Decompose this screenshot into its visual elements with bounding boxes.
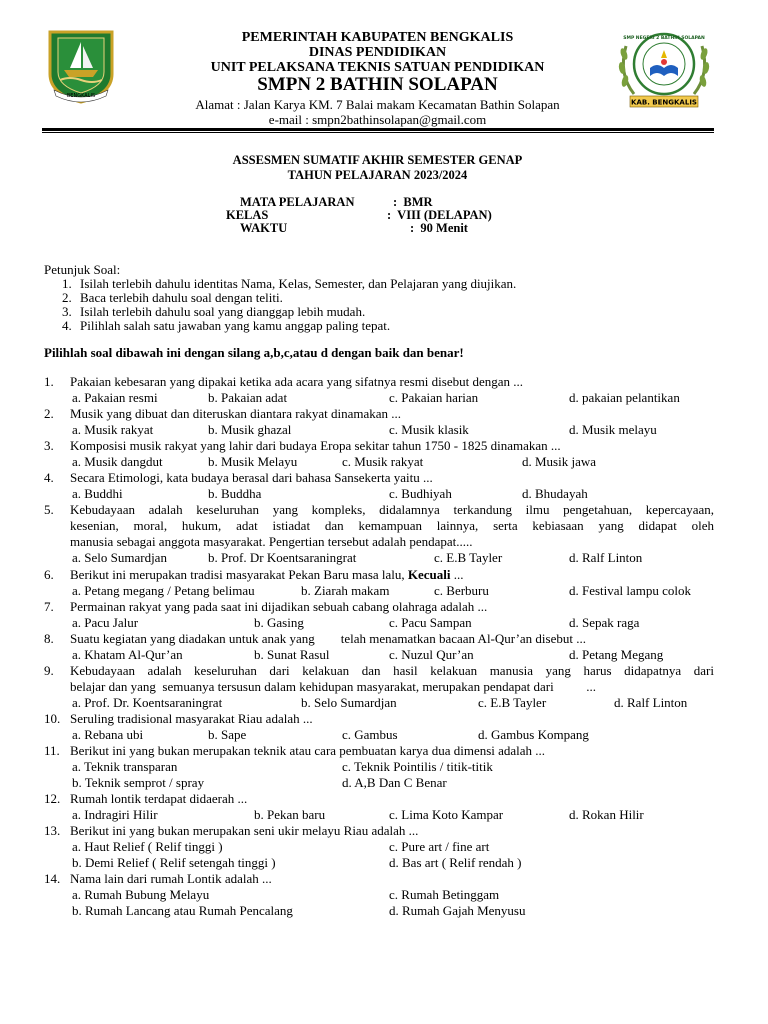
option-c[interactable]: c. Lima Koto Kampar [389,807,504,822]
option-d[interactable]: d. Bhudayah [522,486,588,501]
question-number: 7. [44,599,54,614]
question-number: 14. [44,871,61,886]
option-d[interactable]: d. Musik melayu [569,422,657,437]
option-a[interactable]: a. Prof. Dr. Koentsaraningrat [72,695,223,710]
option-a[interactable]: a. Pakaian resmi [72,390,158,405]
govt-line: PEMERINTAH KABUPATEN BENGKALIS [241,30,514,45]
question-text: Kebudayaan adalah keseluruhan yang kompleks, didalamnya terkandung ilmu pengetahuan, kepercayaan, [70,502,714,517]
question-text: Komposisi musik rakyat yang lahir dari budaya Eropa sekitar tahun 1750 - 1825 dinamakan ... [70,438,561,453]
option-c[interactable]: c. E.B Tayler [478,695,547,710]
option-d[interactable]: d. Festival lampu colok [569,583,692,598]
option-b[interactable]: b. Sape [208,727,247,742]
question-text: Nama lain dari rumah Lontik adalah ... [70,871,272,886]
question-number: 11. [44,743,60,758]
question-number: 6. [44,567,54,582]
option-b[interactable]: b. Prof. Dr Koentsaraningrat [208,550,357,565]
right-logo-text: SMP NEGERI 2 BATHIN SOLAPAN [623,36,705,41]
option-d[interactable]: d. Rokan Hilir [569,807,644,822]
instruction-item: 2. Baca terlebih dahulu soal dengan teliti. [62,290,283,305]
question-number: 10. [44,711,61,726]
option-c[interactable]: c. Budhiyah [389,486,452,501]
left-logo-banner: BENGKALIS [66,93,96,99]
subject-label: MATA PELAJARAN [240,195,355,209]
school-emblem-icon [612,24,716,112]
question-text: Permainan rakyat yang pada saat ini dijadikan sebuah cabang olahraga adalah ... [70,599,488,614]
option-c[interactable]: c. Rumah Betinggam [389,887,500,902]
question-number: 2. [44,406,54,421]
option-b[interactable]: b. Pakaian adat [208,390,288,405]
option-b[interactable]: b. Buddha [208,486,262,501]
option-b[interactable]: b. Gasing [254,615,304,630]
option-b[interactable]: b. Musik Melayu [208,454,298,469]
option-d[interactable]: d. Gambus Kompang [478,727,589,742]
question-number: 13. [44,823,61,838]
question-text: kesenian, moral, hukum, adat istiadat dan kemampuan lainnya, serta kebiasaan yang didapat oleh [70,518,714,533]
instruction-item: 1. Isilah terlebih dahulu identitas Nama, Kelas, Semester, dan Pelajaran yang diujikan. [62,276,517,291]
question-emphasis: Kecuali [407,567,451,582]
option-d[interactable]: d. pakaian pelantikan [569,390,680,405]
option-a[interactable]: a. Teknik transparan [72,759,178,774]
option-c[interactable]: c. Teknik Pointilis / titik-titik [342,759,493,774]
header-divider-thin [42,132,714,133]
question-text: Seruling tradisional masyarakat Riau adalah ... [70,711,313,726]
option-b[interactable]: b. Demi Relief ( Relif setengah tinggi ) [72,855,276,870]
option-b[interactable]: b. Teknik semprot / spray [72,775,205,790]
answer-directive: Pilihlah soal dibawah ini dengan silang a,b,c,atau d dengan baik dan benar! [44,345,464,360]
unit-line: UNIT PELAKSANA TEKNIS SATUAN PENDIDIKAN [210,60,545,75]
question-text: belajar dan yang semuanya tersusun dalam kehidupan masyarakat, merupakan pendapat dari ... [70,679,596,694]
option-b[interactable]: b. Sunat Rasul [254,647,330,662]
option-b[interactable]: b. Rumah Lancang atau Rumah Pencalang [72,903,293,918]
right-logo-banner: KAB. BENGKALIS [631,98,697,107]
class-value: : VIII (DELAPAN) [387,208,492,222]
question-text: Kebudayaan adalah keseluruhan dari kelakuan dan hasil kelakuan manusia yang harus didapatnya dari [70,663,714,678]
option-d[interactable]: d. Sepak raga [569,615,640,630]
instruction-item: 3. Isilah terlebih dahulu soal yang dianggap lebih mudah. [62,304,366,319]
question-number: 3. [44,438,54,453]
option-d[interactable]: d. Ralf Linton [569,550,643,565]
question-number: 8. [44,631,54,646]
question-number: 4. [44,470,54,485]
question-text: Musik yang dibuat dan diteruskan diantara rakyat dinamakan ... [70,406,402,421]
question-number: 9. [44,663,54,678]
agency-line: DINAS PENDIDIKAN [308,45,447,60]
school-name: SMPN 2 BATHIN SOLAPAN [257,74,498,95]
question-text: Rumah lontik terdapat didaerah ... [70,791,248,806]
question-text: Pakaian kebesaran yang dipakai ketika ada acara yang sifatnya resmi disebut dengan ... [70,374,524,389]
option-d[interactable]: d. Petang Megang [569,647,664,662]
instructions-heading: Petunjuk Soal: [44,262,121,277]
option-c[interactable]: c. Pure art / fine art [389,839,490,854]
option-d[interactable]: d. Bas art ( Relif rendah ) [389,855,522,870]
question-number: 1. [44,374,54,389]
option-d[interactable]: d. A,B Dan C Benar [342,775,447,790]
question-text: Suatu kegiatan yang diadakan untuk anak yang telah menamatkan bacaan Al-Qur’an disebut ... [70,631,586,646]
option-b[interactable]: b. Pekan baru [254,807,326,822]
exam-year: TAHUN PELAJARAN 2023/2024 [287,168,468,182]
option-d[interactable]: d. Musik jawa [522,454,597,469]
option-c[interactable]: c. Nuzul Qur’an [389,647,474,662]
option-c[interactable]: c. Pakaian harian [389,390,479,405]
question-text: Secara Etimologi, kata budaya berasal dari bahasa Sansekerta yaitu ... [70,470,433,485]
option-c[interactable]: c. Berburu [434,583,489,598]
option-a[interactable]: a. Musik dangdut [72,454,163,469]
option-c[interactable]: c. Musik rakyat [342,454,424,469]
question-text: Berikut ini yang bukan merupakan seni ukir melayu Riau adalah ... [70,823,419,838]
exam-title: ASSESMEN SUMATIF AKHIR SEMESTER GENAP [232,153,523,167]
option-c[interactable]: c. Pacu Sampan [389,615,472,630]
option-a[interactable]: a. Pacu Jalur [72,615,139,630]
question-text: manusia sebagai anggota masyarakat. Pengertian tersebut adalah pendapat..... [70,534,473,549]
bengkalis-regency-crest-icon [46,28,116,104]
option-a[interactable]: a. Selo Sumardjan [72,550,167,565]
time-label: WAKTU [240,221,288,235]
question-number: 5. [44,502,54,517]
option-a[interactable]: a. Haut Relief ( Relif tinggi ) [72,839,223,854]
school-address: Alamat : Jalan Karya KM. 7 Balai makam Kecamatan Bathin Solapan [195,97,560,112]
option-b[interactable]: b. Ziarah makam [301,583,390,598]
option-d[interactable]: d. Rumah Gajah Menyusu [389,903,526,918]
class-label: KELAS [226,208,269,222]
time-value: : 90 Menit [410,221,468,235]
question-number: 12. [44,791,61,806]
question-text: Berikut ini merupakan tradisi masyarakat Pekan Baru masa lalu, Kecuali ... [70,567,464,582]
option-a[interactable]: a. Rumah Bubung Melayu [72,887,210,902]
question-text: Berikut ini yang bukan merupakan teknik atau cara pembuatan karya dua dimensi adalah ... [70,743,546,758]
option-d[interactable]: d. Ralf Linton [614,695,688,710]
subject-value: : BMR [393,195,433,209]
school-email: e-mail : smpn2bathinsolapan@gmail.com [268,112,487,127]
option-a[interactable]: a. Khatam Al-Qur’an [72,647,183,662]
option-a[interactable]: a. Petang megang / Petang belimau [72,583,255,598]
option-a[interactable]: a. Rebana ubi [72,727,144,742]
option-a[interactable]: a. Indragiri Hilir [72,807,158,822]
option-a[interactable]: a. Musik rakyat [72,422,154,437]
option-b[interactable]: b. Musik ghazal [208,422,292,437]
option-c[interactable]: c. E.B Tayler [434,550,503,565]
instruction-item: 4. Pilihlah salah satu jawaban yang kamu anggap paling tepat. [62,318,391,333]
option-c[interactable]: c. Gambus [342,727,398,742]
header-divider [42,128,714,131]
option-c[interactable]: c. Musik klasik [389,422,469,437]
option-b[interactable]: b. Selo Sumardjan [301,695,397,710]
option-a[interactable]: a. Buddhi [72,486,123,501]
